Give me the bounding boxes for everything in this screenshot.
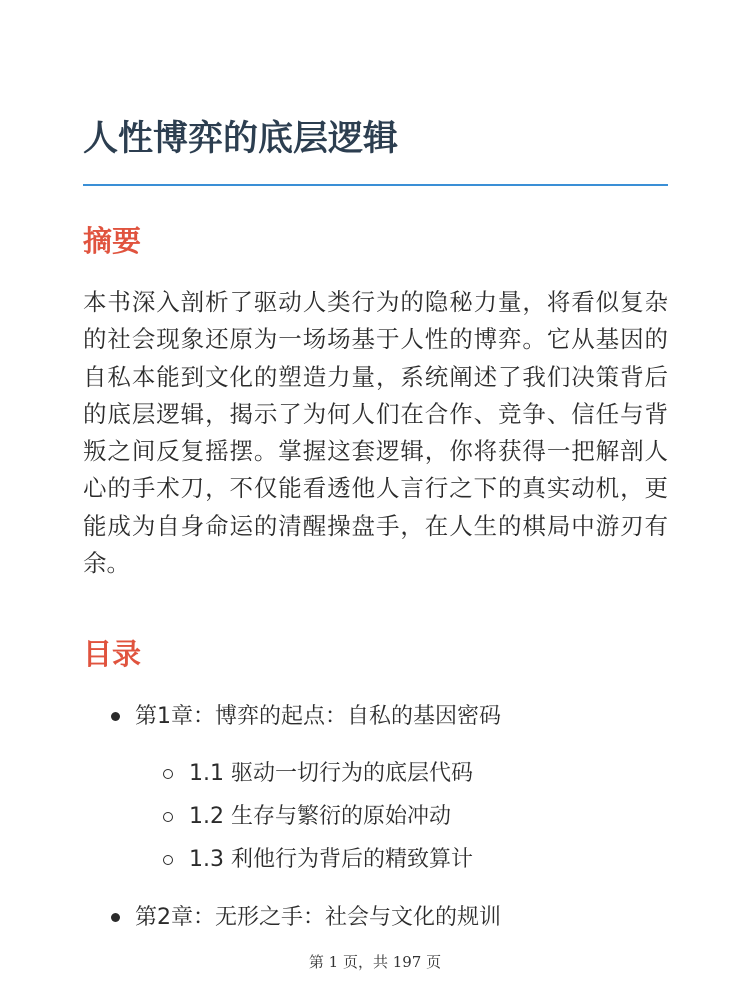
- page-number-footer: 第 1 页，共 197 页: [308, 953, 442, 971]
- circle-bullet-icon: [163, 855, 173, 865]
- bullet-icon: [111, 913, 120, 922]
- toc-section-label: 1.2 生存与繁衍的原始冲动: [189, 804, 451, 829]
- abstract-text: 本书深入剖析了驱动人类行为的隐秘力量，将看似复杂的社会现象还原为一场场基于人性的博弈。它从基因的自私本能到文化的塑造力量，系统阐述了我们决策背后的底层逻辑，揭示了为何人们在合作、竞争、信任与背叛之间反复摇摆。掌握这套逻辑，你将获得一把解剖人心的手术刀，不仅能看透他人言行之下的真实动机，更能成为自身命运的清醒操盘手，在人生的棋局中游刃有余。: [83, 288, 668, 578]
- abstract-heading: 摘要: [83, 224, 142, 258]
- toc-section-label: 1.3 利他行为背后的精致算计: [189, 847, 473, 872]
- circle-bullet-icon: [163, 812, 173, 822]
- toc-chapter-label: 第1章：博弈的起点：自私的基因密码: [135, 704, 501, 729]
- toc-heading: 目录: [83, 637, 142, 671]
- circle-bullet-icon: [163, 769, 173, 779]
- toc-chapter-label: 第2章：无形之手：社会与文化的规训: [135, 905, 501, 930]
- title-divider: [83, 184, 668, 186]
- document-title: 人性博弈的底层逻辑: [83, 119, 399, 159]
- toc-section-label: 1.1 驱动一切行为的底层代码: [189, 761, 473, 786]
- bullet-icon: [111, 712, 120, 721]
